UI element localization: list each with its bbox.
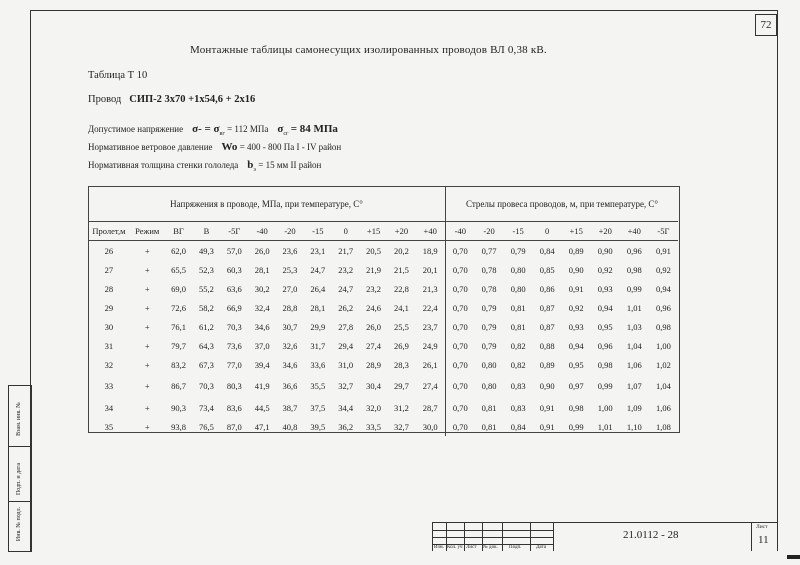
cell-label: № док. (483, 545, 498, 550)
mounting-table (88, 186, 678, 436)
table-cell: 1,10 (626, 421, 642, 432)
table-cell: 83,6 (226, 402, 242, 413)
table-cell: 29 (104, 302, 114, 313)
table-cell: 67,3 (198, 359, 214, 370)
table-cell: 28,7 (422, 402, 438, 413)
table-cell: 0,80 (510, 283, 526, 294)
table-cell: 32,7 (338, 381, 354, 391)
table-cell: 57,0 (226, 245, 242, 256)
table-cell: 0,70 (446, 398, 475, 417)
table-cell: + (144, 283, 150, 294)
table-cell: 0,94 (568, 340, 584, 351)
table-cell: 25,3 (282, 264, 298, 275)
table-cell: 0,70 (446, 317, 475, 336)
column-header: -5Г (220, 222, 248, 241)
table-cell: 30,7 (282, 321, 298, 332)
cell-label: Кол. уч (447, 545, 463, 550)
column-header: -40 (248, 222, 276, 241)
table-cell: 62,0 (171, 245, 186, 256)
table-cell: 55,2 (198, 283, 214, 294)
table-cell: 0,70 (446, 374, 475, 398)
table-cell: 32,4 (254, 302, 270, 313)
table-cell: 30,4 (366, 381, 381, 391)
sheet-box (751, 523, 778, 551)
table-cell: 21,9 (366, 264, 381, 275)
table-cell: 26 (104, 245, 114, 256)
table-cell: 0,70 (446, 417, 475, 436)
table-cell: 0,81 (481, 421, 497, 432)
table-cell: 0,90 (568, 264, 584, 275)
table-cell: 0,85 (539, 264, 555, 275)
table-cell: 0,96 (655, 302, 671, 313)
table-cell: 0,95 (568, 359, 584, 370)
table-cell: 69,0 (171, 283, 186, 294)
param-allowed-stress: Допустимое напряжение $\sigma- = \sigma_{вг} = 112$ МПа $\sigma_{сг} = 84$ МПа (88, 123, 338, 137)
stamp-label: Инв. № подл. (16, 506, 22, 542)
table-cell: 0,82 (510, 340, 526, 351)
table-cell: 26,9 (393, 340, 409, 351)
table-cell: 27,0 (282, 283, 298, 294)
table-cell: 31,0 (338, 359, 354, 370)
table-cell: 47,1 (254, 421, 270, 432)
table-cell: 34,6 (282, 359, 298, 370)
table-cell: 0,99 (568, 421, 584, 432)
table-cell: + (144, 402, 150, 413)
table-cell: 0,89 (568, 245, 584, 256)
table-cell: 34,6 (254, 321, 270, 332)
table-cell: + (144, 340, 150, 351)
wire-spec (88, 94, 255, 105)
table-cell: 0,91 (568, 283, 584, 294)
table-row (88, 279, 678, 298)
table-cell: 0,90 (539, 381, 555, 391)
table-cell: 23,2 (338, 264, 354, 275)
stamp-label: Взам. инв. № (16, 402, 22, 436)
table-cell: 0,95 (597, 321, 613, 332)
table-cell: 52,3 (198, 264, 214, 275)
table-cell: 27,8 (338, 321, 354, 332)
stamp-label: Подп. и дата (16, 462, 22, 496)
table-row (88, 298, 678, 317)
table-cell: + (144, 381, 150, 391)
table-cell: 0,79 (481, 302, 497, 313)
table-cell: 0,80 (510, 264, 526, 275)
table-cell: 23,2 (366, 283, 381, 294)
cell-label: Лист (466, 545, 477, 550)
table-cell: 28,1 (310, 302, 326, 313)
column-header: -20 (475, 222, 504, 241)
cell-label: Изм. (434, 545, 444, 550)
param-value-2: = 84 МПа (290, 123, 338, 135)
table-cell: 0,70 (446, 241, 475, 261)
table-cell: 0,89 (539, 359, 555, 370)
table-cell: 21,7 (338, 245, 354, 256)
table-cell: 20,5 (366, 245, 381, 256)
table-cell: 29,9 (310, 321, 326, 332)
table-cell: 0,84 (539, 245, 555, 256)
table-cell: 26,1 (422, 359, 438, 370)
param-value: = 112 МПа (227, 124, 269, 134)
column-header: -20 (276, 222, 304, 241)
table-cell: 0,99 (597, 381, 613, 391)
table-cell: 80,3 (226, 381, 242, 391)
table-cell: 23,6 (282, 245, 298, 256)
table-cell: 35 (104, 421, 114, 432)
table-cell: 0,79 (481, 340, 497, 351)
table-cell: 93,8 (171, 421, 186, 432)
table-row (88, 417, 678, 436)
table-cell: 0,97 (568, 381, 584, 391)
table-cell: 0,99 (626, 283, 642, 294)
param-symbol: σ- = σ (192, 123, 220, 135)
table-cell: 0,78 (481, 264, 497, 275)
param-label: Нормативная толщина стенки гололеда (88, 160, 239, 170)
table-cell: 29,4 (338, 340, 354, 351)
table-cell: 86,7 (171, 381, 186, 391)
header-sag-group: Стрелы провеса проводов, м, при температуре, С° (446, 186, 678, 222)
table-cell: 28,1 (254, 264, 270, 275)
table-cell: 30 (104, 321, 114, 332)
table-cell: 28,9 (366, 359, 381, 370)
table-cell: 1,06 (626, 359, 642, 370)
table-cell: 24,9 (422, 340, 438, 351)
table-cell: 0,92 (655, 264, 671, 275)
table-cell: 26,0 (254, 245, 270, 256)
table-cell: 0,96 (597, 340, 613, 351)
table-cell: 27 (104, 264, 114, 275)
column-header: +40 (620, 222, 649, 241)
table-cell: 70,3 (226, 321, 242, 332)
param-ice-thickness: Нормативная толщина стенки гололеда $b_э = 15$ мм II район (88, 159, 322, 173)
table-cell: 31,2 (393, 402, 409, 413)
table-cell: 39,4 (254, 359, 270, 370)
column-header: Пролет,м (88, 222, 130, 241)
column-header: -40 (446, 222, 475, 241)
table-cell: 0,79 (481, 321, 497, 332)
param-value: = 15 мм II район (258, 160, 322, 170)
table-cell: 26,4 (310, 283, 326, 294)
table-cell: + (144, 321, 150, 332)
param-symbol: Wo (221, 141, 238, 153)
table-row (88, 317, 678, 336)
table-cell: 0,96 (626, 245, 642, 256)
table-cell: 0,83 (510, 402, 526, 413)
param-label: Допустимое напряжение (88, 124, 184, 134)
table-cell: 0,80 (481, 359, 497, 370)
table-cell: 28 (104, 283, 114, 294)
title-block (432, 522, 777, 551)
table-cell: 0,98 (568, 402, 584, 413)
table-cell: 1,00 (655, 340, 671, 351)
table-cell: 60,3 (226, 264, 242, 275)
table-cell: 24,1 (393, 302, 409, 313)
table-cell: 0,70 (446, 336, 475, 355)
table-cell: 27,4 (422, 381, 438, 391)
table-cell: 26,0 (366, 321, 381, 332)
sheet-label: Лист (756, 524, 768, 530)
table-cell: 1,07 (626, 381, 642, 391)
header-columns-row (88, 222, 678, 241)
table-cell: 24,6 (366, 302, 381, 313)
table-cell: 1,04 (626, 340, 642, 351)
table-cell: 37,0 (254, 340, 270, 351)
document-title: Монтажные таблицы самонесущих изолированных проводов ВЛ 0,38 кВ. (190, 44, 547, 56)
table-cell: 26,2 (338, 302, 354, 313)
table-row (88, 260, 678, 279)
table-cell: 0,84 (510, 421, 526, 432)
param-wind-pressure (88, 141, 341, 153)
table-cell: 37,5 (310, 402, 326, 413)
table-cell: 0,70 (446, 355, 475, 374)
document-code: 21.0112 - 28 (623, 529, 679, 541)
table-cell: + (144, 421, 150, 432)
wire-value: СИП-2 3x70 +1x54,6 + 2x16 (129, 94, 256, 105)
table-cell: 0,88 (539, 340, 555, 351)
table-cell: 0,93 (568, 321, 584, 332)
table-row (88, 336, 678, 355)
cell-label: Подп. (509, 545, 522, 550)
table-cell: 29,7 (393, 381, 409, 391)
table-cell: 66,9 (226, 302, 242, 313)
table-cell: 22,4 (422, 302, 438, 313)
table-cell: 32 (104, 359, 114, 370)
wire-label: Провод (88, 94, 122, 105)
table-cell: 20,1 (422, 264, 438, 275)
column-header: 0 (332, 222, 360, 241)
table-cell: 33,6 (310, 359, 326, 370)
table-cell: 58,2 (198, 302, 214, 313)
table-cell: 32,6 (282, 340, 298, 351)
table-cell: 38,7 (282, 402, 298, 413)
table-cell: 30,0 (422, 421, 438, 432)
table-cell: 0,91 (655, 245, 671, 256)
table-cell: 1,04 (655, 381, 671, 391)
page-number: 72 (755, 14, 777, 36)
table-label: Таблица Т 10 (88, 70, 148, 81)
corner-mark (787, 555, 800, 559)
column-header: 0 (533, 222, 562, 241)
table-cell: 0,87 (539, 302, 555, 313)
table-cell: 0,86 (539, 283, 555, 294)
column-header: Режим (130, 222, 165, 241)
table-cell: 34,4 (338, 402, 354, 413)
table-cell: 1,09 (626, 402, 642, 413)
table-cell: 22,8 (393, 283, 409, 294)
table-cell: 0,87 (539, 321, 555, 332)
table-row (88, 355, 678, 374)
table-cell: 73,6 (226, 340, 242, 351)
table-cell: 0,81 (510, 321, 526, 332)
table-cell: 39,5 (310, 421, 326, 432)
table-cell: 1,03 (626, 321, 642, 332)
column-header: +40 (415, 222, 445, 241)
table-cell: 0,70 (446, 279, 475, 298)
table-cell: + (144, 302, 150, 313)
table-cell: 36,6 (282, 381, 298, 391)
table-row (88, 241, 678, 261)
table-cell: 63,6 (226, 283, 242, 294)
table-cell: 64,3 (198, 340, 214, 351)
table-cell: 0,90 (597, 245, 613, 256)
table-cell: 20,2 (393, 245, 409, 256)
table-cell: 1,02 (655, 359, 671, 370)
table-cell: 87,0 (226, 421, 242, 432)
table-cell: 41,9 (254, 381, 270, 391)
table-cell: 1,06 (655, 402, 671, 413)
table-cell: 0,78 (481, 283, 497, 294)
table-cell: 21,3 (422, 283, 438, 294)
table-cell: 1,01 (626, 302, 642, 313)
table-cell: + (144, 245, 150, 256)
left-stamp (8, 385, 32, 552)
table-cell: 44,5 (254, 402, 270, 413)
table-cell: 1,08 (655, 421, 671, 432)
table-cell: 76,5 (198, 421, 214, 432)
table-cell: 24,7 (310, 264, 326, 275)
table-cell: 76,1 (171, 321, 186, 332)
table-cell: 23,7 (422, 321, 438, 332)
param-label: Нормативное ветровое давление (88, 142, 213, 152)
table-cell: 0,98 (597, 359, 613, 370)
table-cell: 90,3 (171, 402, 186, 413)
table-cell: 79,7 (171, 340, 186, 351)
table-cell: 0,92 (597, 264, 613, 275)
table-cell: 0,70 (446, 298, 475, 317)
table-cell: 61,2 (198, 321, 214, 332)
table-cell: 0,93 (597, 283, 613, 294)
column-header: -15 (504, 222, 533, 241)
table-cell: 36,2 (338, 421, 354, 432)
param-symbol: b (247, 159, 254, 171)
table-cell: 83,2 (171, 359, 186, 370)
table-cell: 18,9 (422, 245, 438, 256)
param-value: = 400 - 800 Па I - IV район (239, 142, 342, 152)
column-header: ВГ (165, 222, 193, 241)
table-cell: 28,8 (282, 302, 298, 313)
table-cell: 28,3 (393, 359, 409, 370)
table-cell: 31,7 (310, 340, 326, 351)
table-cell: + (144, 359, 150, 370)
sheet-number: 11 (758, 534, 769, 546)
table-cell: 33 (104, 381, 114, 391)
table-cell: 24,7 (338, 283, 354, 294)
param-symbol-2: σ (277, 123, 284, 135)
table-cell: 34 (104, 402, 114, 413)
table-cell: 65,5 (171, 264, 186, 275)
table-cell: 32,0 (366, 402, 381, 413)
table-cell: 72,6 (171, 302, 186, 313)
column-header: -5Г (649, 222, 678, 241)
column-header: +20 (591, 222, 620, 241)
table-cell: 0,70 (446, 260, 475, 279)
table-cell: 0,98 (655, 321, 671, 332)
table-cell: 31 (104, 340, 114, 351)
table-cell: 1,01 (597, 421, 613, 432)
table-cell: 0,80 (481, 381, 497, 391)
table-cell: 0,92 (568, 302, 584, 313)
table-cell: 21,5 (393, 264, 409, 275)
column-header: +15 (360, 222, 388, 241)
table-cell: 0,91 (539, 402, 555, 413)
table-cell: 77,0 (226, 359, 242, 370)
table-cell: + (144, 264, 150, 275)
table-cell: 25,5 (393, 321, 409, 332)
table-cell: 0,98 (626, 264, 642, 275)
table-cell: 40,8 (282, 421, 298, 432)
column-header: +20 (388, 222, 416, 241)
table-cell: 0,94 (597, 302, 613, 313)
table-cell: 30,2 (254, 283, 270, 294)
table-cell: 0,81 (510, 302, 526, 313)
table-row (88, 374, 678, 398)
column-header: +15 (562, 222, 591, 241)
table-cell: 1,00 (597, 402, 613, 413)
table-cell: 0,77 (481, 245, 497, 256)
column-header: В (192, 222, 220, 241)
table-cell: 27,4 (366, 340, 381, 351)
table-cell: 70,3 (198, 381, 214, 391)
table-cell: 73,4 (198, 402, 214, 413)
header-stress-group: Напряжения в проводе, МПа, при температуре, С° (88, 186, 446, 222)
table-cell: 0,94 (655, 283, 671, 294)
table-cell: 0,79 (510, 245, 526, 256)
table-cell: 33,5 (366, 421, 381, 432)
cell-label: Дата (536, 545, 546, 550)
table-cell: 0,91 (539, 421, 555, 432)
table-cell: 0,82 (510, 359, 526, 370)
table-row (88, 398, 678, 417)
table-cell: 0,83 (510, 381, 526, 391)
table-cell: 49,3 (198, 245, 214, 256)
column-header: -15 (304, 222, 332, 241)
table-cell: 23,1 (310, 245, 326, 256)
table-cell: 0,81 (481, 402, 497, 413)
table-cell: 35,5 (310, 381, 326, 391)
table-cell: 32,7 (393, 421, 409, 432)
